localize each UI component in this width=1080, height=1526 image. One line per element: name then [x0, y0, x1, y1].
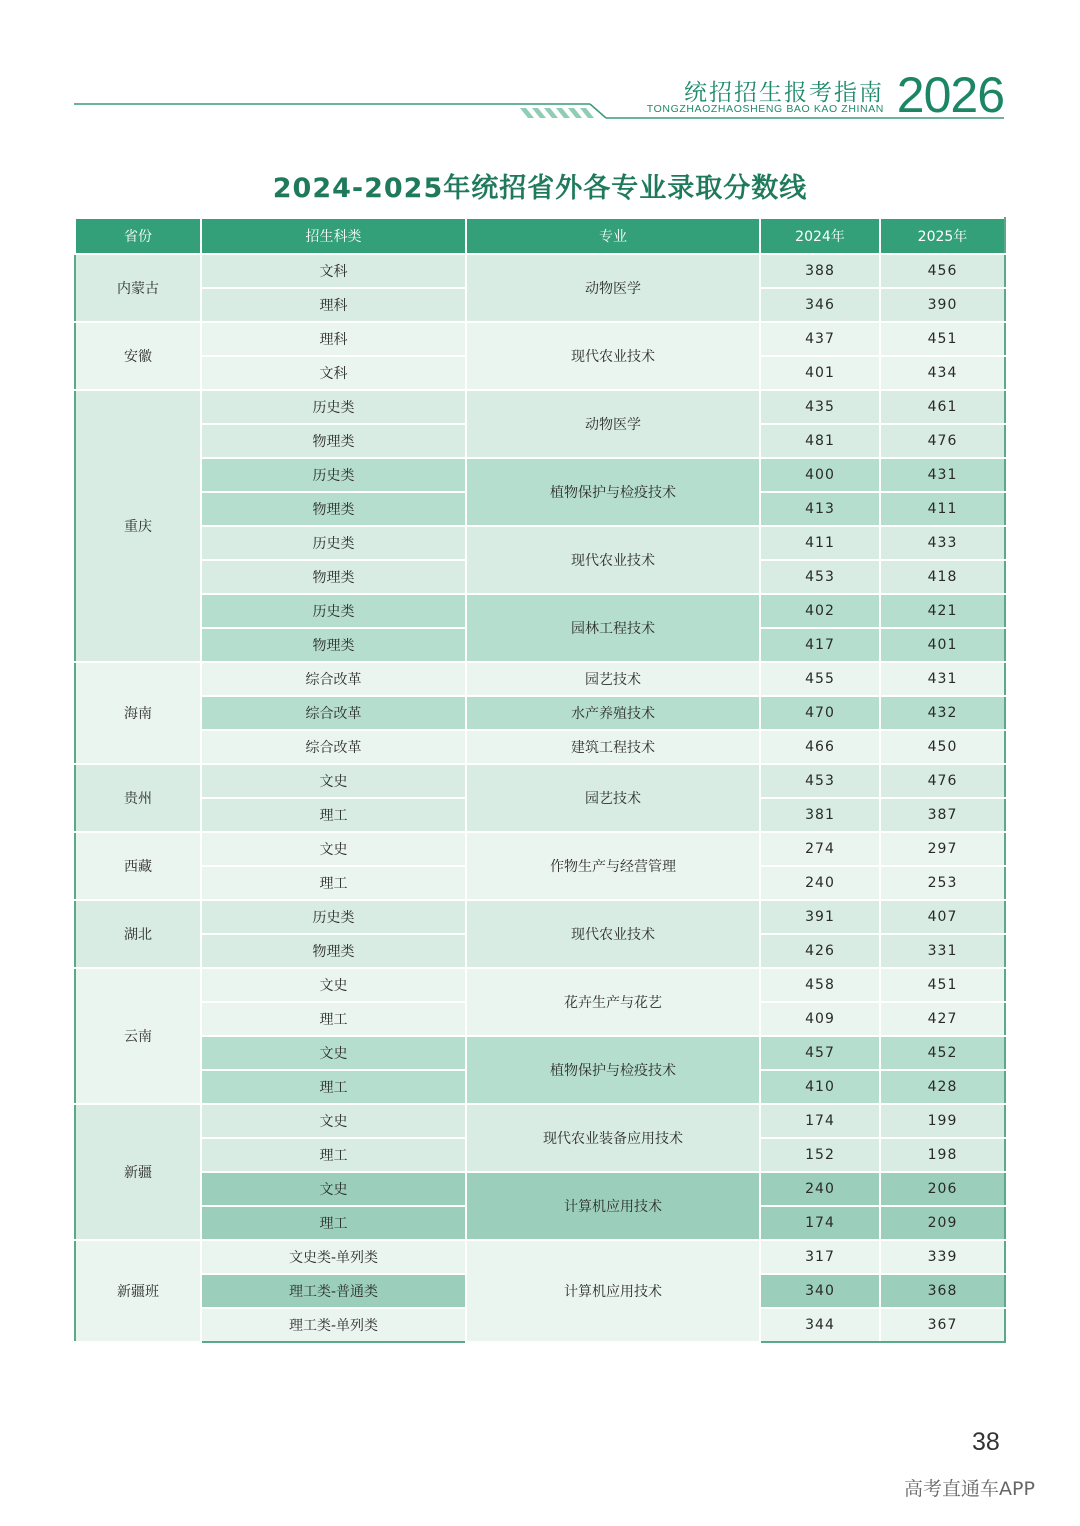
table-row — [75, 594, 1005, 628]
score-2025-cell: 367 — [880, 1308, 1005, 1342]
major-cell: 园艺技术 — [466, 662, 760, 696]
score-2024-cell: 274 — [760, 832, 880, 866]
major-cell: 动物医学 — [466, 390, 760, 458]
category-cell: 历史类 — [201, 458, 466, 492]
category-cell: 理工 — [201, 1002, 466, 1036]
score-2024-cell: 426 — [760, 934, 880, 968]
category-cell: 综合改革 — [201, 730, 466, 764]
category-cell: 文史 — [201, 832, 466, 866]
province-cell: 贵州 — [75, 764, 201, 832]
score-2024-cell: 402 — [760, 594, 880, 628]
score-2025-cell: 407 — [880, 900, 1005, 934]
score-2024-cell: 400 — [760, 458, 880, 492]
category-cell: 物理类 — [201, 424, 466, 458]
score-2025-cell: 209 — [880, 1206, 1005, 1240]
province-cell: 湖北 — [75, 900, 201, 968]
score-2024-cell: 381 — [760, 798, 880, 832]
table-row — [75, 254, 1005, 288]
score-2024-cell: 391 — [760, 900, 880, 934]
category-cell: 历史类 — [201, 594, 466, 628]
header-2024: 2024年 — [760, 218, 880, 254]
table-row — [75, 764, 1005, 798]
score-2025-cell: 401 — [880, 628, 1005, 662]
score-2025-cell: 339 — [880, 1240, 1005, 1274]
category-cell: 理工 — [201, 866, 466, 900]
score-2024-cell: 453 — [760, 764, 880, 798]
major-cell: 园林工程技术 — [466, 594, 760, 662]
score-2025-cell: 476 — [880, 424, 1005, 458]
score-2025-cell: 418 — [880, 560, 1005, 594]
table-row — [75, 526, 1005, 560]
score-table — [74, 217, 1006, 1343]
table-row — [75, 696, 1005, 730]
table-row — [75, 832, 1005, 866]
score-2024-cell: 417 — [760, 628, 880, 662]
category-cell: 文史 — [201, 1036, 466, 1070]
table-row — [75, 1104, 1005, 1138]
header-category: 招生科类 — [201, 218, 466, 254]
score-2025-cell: 432 — [880, 696, 1005, 730]
category-cell: 理工类-普通类 — [201, 1274, 466, 1308]
score-2024-cell: 388 — [760, 254, 880, 288]
category-cell: 物理类 — [201, 560, 466, 594]
major-cell: 现代农业技术 — [466, 900, 760, 968]
province-cell: 安徽 — [75, 322, 201, 390]
category-cell: 文史类-单列类 — [201, 1240, 466, 1274]
major-cell: 现代农业技术 — [466, 322, 760, 390]
table-row — [75, 390, 1005, 424]
table-row — [75, 968, 1005, 1002]
page-header — [0, 0, 1080, 130]
category-cell: 物理类 — [201, 628, 466, 662]
major-cell: 现代农业技术 — [466, 526, 760, 594]
province-cell: 重庆 — [75, 390, 201, 662]
score-2025-cell: 199 — [880, 1104, 1005, 1138]
score-2024-cell: 409 — [760, 1002, 880, 1036]
guide-year: 2026 — [896, 67, 1004, 123]
score-2025-cell: 331 — [880, 934, 1005, 968]
province-cell: 云南 — [75, 968, 201, 1104]
score-2025-cell: 253 — [880, 866, 1005, 900]
watermark: 高考直通车APP — [904, 1478, 1035, 1500]
score-2025-cell: 476 — [880, 764, 1005, 798]
category-cell: 理科 — [201, 288, 466, 322]
score-2025-cell: 297 — [880, 832, 1005, 866]
category-cell: 文史 — [201, 764, 466, 798]
score-2024-cell: 152 — [760, 1138, 880, 1172]
category-cell: 理工 — [201, 1206, 466, 1240]
score-2024-cell: 401 — [760, 356, 880, 390]
category-cell: 理工 — [201, 1138, 466, 1172]
score-2025-cell: 450 — [880, 730, 1005, 764]
table-header-row — [75, 218, 1005, 254]
score-2025-cell: 421 — [880, 594, 1005, 628]
score-2024-cell: 413 — [760, 492, 880, 526]
score-2025-cell: 431 — [880, 458, 1005, 492]
major-cell: 植物保护与检疫技术 — [466, 458, 760, 526]
table-row — [75, 900, 1005, 934]
province-cell: 西藏 — [75, 832, 201, 900]
header-province: 省份 — [75, 218, 201, 254]
score-2024-cell: 437 — [760, 322, 880, 356]
score-2024-cell: 340 — [760, 1274, 880, 1308]
score-2025-cell: 433 — [880, 526, 1005, 560]
score-2025-cell: 456 — [880, 254, 1005, 288]
score-2024-cell: 455 — [760, 662, 880, 696]
table-row — [75, 730, 1005, 764]
major-cell: 计算机应用技术 — [466, 1172, 760, 1240]
major-cell: 水产养殖技术 — [466, 696, 760, 730]
score-2025-cell: 451 — [880, 322, 1005, 356]
category-cell: 理科 — [201, 322, 466, 356]
score-2025-cell: 434 — [880, 356, 1005, 390]
score-2024-cell: 481 — [760, 424, 880, 458]
category-cell: 历史类 — [201, 526, 466, 560]
category-cell: 文史 — [201, 1104, 466, 1138]
category-cell: 理工 — [201, 1070, 466, 1104]
score-2025-cell: 427 — [880, 1002, 1005, 1036]
score-2025-cell: 461 — [880, 390, 1005, 424]
score-2025-cell: 452 — [880, 1036, 1005, 1070]
table-row — [75, 1240, 1005, 1274]
category-cell: 历史类 — [201, 900, 466, 934]
guide-title-cn: 统招招生报考指南 — [684, 80, 884, 106]
category-cell: 文科 — [201, 356, 466, 390]
province-cell: 新疆班 — [75, 1240, 201, 1342]
score-2024-cell: 240 — [760, 1172, 880, 1206]
score-2025-cell: 387 — [880, 798, 1005, 832]
score-2025-cell: 390 — [880, 288, 1005, 322]
major-cell: 花卉生产与花艺 — [466, 968, 760, 1036]
major-cell: 作物生产与经营管理 — [466, 832, 760, 900]
score-2024-cell: 346 — [760, 288, 880, 322]
major-cell: 园艺技术 — [466, 764, 760, 832]
score-2025-cell: 198 — [880, 1138, 1005, 1172]
major-cell: 建筑工程技术 — [466, 730, 760, 764]
major-cell: 计算机应用技术 — [466, 1240, 760, 1342]
header-major: 专业 — [466, 218, 760, 254]
category-cell: 综合改革 — [201, 696, 466, 730]
category-cell: 综合改革 — [201, 662, 466, 696]
score-2024-cell: 317 — [760, 1240, 880, 1274]
score-2024-cell: 457 — [760, 1036, 880, 1070]
table-row — [75, 322, 1005, 356]
major-cell: 现代农业装备应用技术 — [466, 1104, 760, 1172]
score-2025-cell: 431 — [880, 662, 1005, 696]
score-2024-cell: 435 — [760, 390, 880, 424]
score-2024-cell: 240 — [760, 866, 880, 900]
table-row — [75, 458, 1005, 492]
category-cell: 物理类 — [201, 934, 466, 968]
province-cell: 海南 — [75, 662, 201, 764]
score-2024-cell: 174 — [760, 1206, 880, 1240]
score-2025-cell: 428 — [880, 1070, 1005, 1104]
category-cell: 文史 — [201, 968, 466, 1002]
score-2024-cell: 458 — [760, 968, 880, 1002]
category-cell: 文科 — [201, 254, 466, 288]
score-2025-cell: 451 — [880, 968, 1005, 1002]
score-2025-cell: 368 — [880, 1274, 1005, 1308]
province-cell: 新疆 — [75, 1104, 201, 1240]
category-cell: 文史 — [201, 1172, 466, 1206]
page-number: 38 — [972, 1428, 1000, 1456]
score-2025-cell: 411 — [880, 492, 1005, 526]
score-2024-cell: 411 — [760, 526, 880, 560]
major-cell: 植物保护与检疫技术 — [466, 1036, 760, 1104]
table-row — [75, 1036, 1005, 1070]
category-cell: 物理类 — [201, 492, 466, 526]
score-2024-cell: 174 — [760, 1104, 880, 1138]
score-2025-cell: 206 — [880, 1172, 1005, 1206]
major-cell: 动物医学 — [466, 254, 760, 322]
header-2025: 2025年 — [880, 218, 1005, 254]
table-row — [75, 662, 1005, 696]
score-2024-cell: 410 — [760, 1070, 880, 1104]
score-2024-cell: 453 — [760, 560, 880, 594]
category-cell: 理工 — [201, 798, 466, 832]
document-title: 2024-2025年统招省外各专业录取分数线 — [272, 173, 808, 204]
category-cell: 理工类-单列类 — [201, 1308, 466, 1342]
table-row — [75, 1172, 1005, 1206]
score-2024-cell: 466 — [760, 730, 880, 764]
guide-title-en: TONGZHAOZHAOSHENG BAO KAO ZHINAN — [646, 103, 884, 115]
category-cell: 历史类 — [201, 390, 466, 424]
score-2024-cell: 344 — [760, 1308, 880, 1342]
score-2024-cell: 470 — [760, 696, 880, 730]
province-cell: 内蒙古 — [75, 254, 201, 322]
